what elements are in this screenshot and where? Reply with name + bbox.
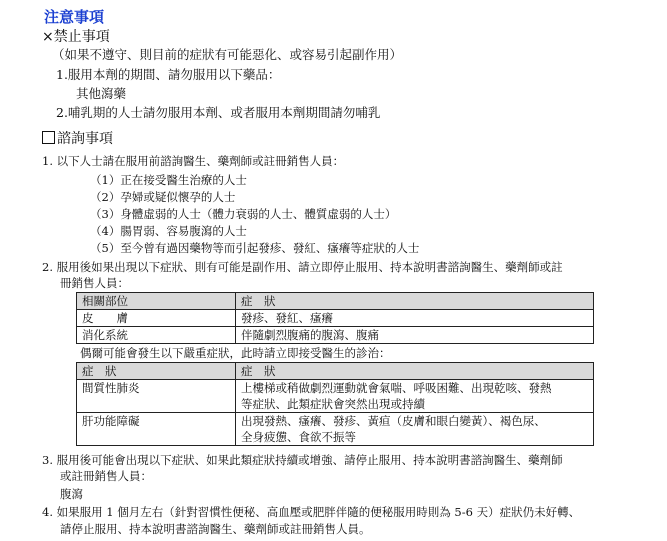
table-cell: 發疹、發紅、瘙癢 [236,310,594,327]
consult-paragraph-3: 3. 服用後可能會出現以下症狀、如果此類症狀持續或增強、請停止服用、持本說明書諮詢醫生、藥劑師 [42,453,563,467]
side-effects-table [76,292,594,344]
consult-paragraph-3-sub: 腹瀉 [60,487,83,501]
table-header-cell: 症 狀 [77,363,236,380]
table-row [77,310,594,327]
table-cell: 間質性肺炎 [77,380,236,413]
table-cell: 肝功能障礙 [77,413,236,446]
prohibited-heading: ×禁止事項 [42,29,110,45]
consult-paragraph-2: 2. 服用後如果出現以下症狀、則有可能是副作用、請立即停止服用、持本說明書諮詢醫生、藥劑師或註 [42,260,563,274]
page-title: 注意事項 [44,8,105,26]
table-cell-line: 出現發熱、瘙癢、發疹、黃疸（皮膚和眼白變黃）、褐色尿、 [241,414,546,428]
serious-symptoms-note: 偶爾可能會發生以下嚴重症狀，此時請立即接受醫生的診治： [80,346,391,360]
table-header-row [77,363,594,380]
table-header-cell: 相關部位 [77,293,236,310]
consult-p1-item: （4）腸胃弱、容易腹瀉的人士 [90,224,247,238]
consult-p1-item: （3）身體虛弱的人士（體力衰弱的人士、體質虛弱的人士） [90,207,397,221]
consult-p1-item: （1）正在接受醫生治療的人士 [90,173,247,187]
prohibited-item-2: 2.哺乳期的人士請勿服用本劑、或者服用本劑期間請勿哺乳 [56,105,381,120]
table-cell [236,413,594,446]
prohibited-item-1: 1.服用本劑的期間、請勿服用以下藥品： [56,67,281,82]
consult-heading-text: 諮詢事項 [57,131,113,147]
table-cell [236,380,594,413]
table-cell-line: 等症狀、此類症狀會突然出現或持續 [241,397,425,411]
consult-paragraph-1: 1. 以下人士請在服用前諮詢醫生、藥劑師或註冊銷售人員： [42,154,345,168]
prohibited-item-1-sub: 其他瀉藥 [76,86,127,101]
table-header-cell: 症 狀 [236,363,594,380]
checkbox-square-icon [42,131,55,144]
consult-p1-item: （2）孕婦或疑似懷孕的人士 [90,190,236,204]
consult-heading [42,128,113,148]
serious-symptoms-table [76,362,594,446]
table-header-cell: 症 狀 [236,293,594,310]
table-cell: 消化系統 [77,327,236,344]
consult-paragraph-2-cont: 冊銷售人員： [60,276,129,290]
table-row [77,413,594,446]
table-cell: 伴隨劇烈腹痛的腹瀉、腹痛 [236,327,594,344]
consult-paragraph-4: 4. 如果服用 1 個月左右（針對習慣性便秘、高血壓或肥胖伴隨的便秘服用時則為 5-6 天）症狀仍未好轉、 [42,505,581,519]
table-row [77,380,594,413]
table-cell-line: 上樓梯或稍做劇烈運動就會氣喘、呼吸困難、出現乾咳、發熱 [241,381,552,395]
consult-paragraph-3-cont: 或註冊銷售人員： [60,469,152,483]
table-cell-line: 全身疲憊、食欲不振等 [241,430,356,444]
table-cell: 皮 膚 [77,310,236,327]
consult-p1-item: （5）至今曾有過因藥物等而引起發疹、發紅、瘙癢等症狀的人士 [90,241,420,255]
consult-paragraph-4-cont: 請停止服用、持本說明書諮詢醫生、藥劑師或註冊銷售人員。 [60,522,371,536]
prohibited-note: （如果不遵守、則目前的症狀有可能惡化、或容易引起副作用） [52,47,403,62]
table-row [77,327,594,344]
table-header-row [77,293,594,310]
